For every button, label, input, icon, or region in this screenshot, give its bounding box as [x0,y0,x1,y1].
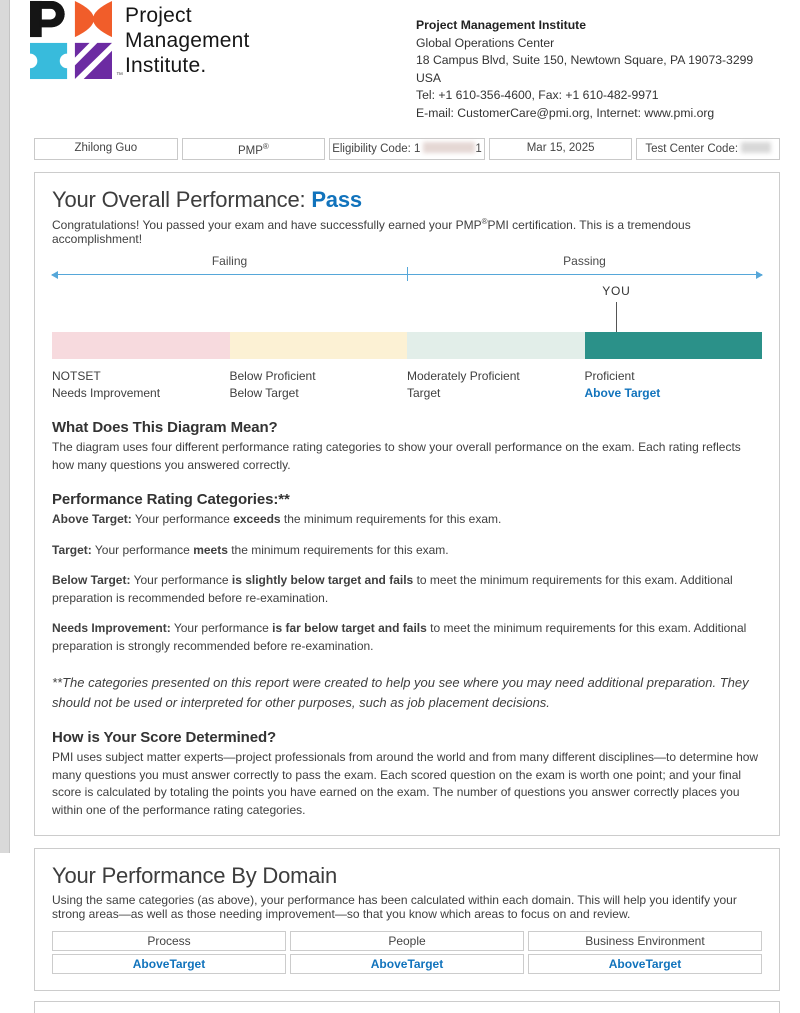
domain-value-cell: AboveTarget [52,954,286,974]
eligibility-suffix: 1 [475,142,482,155]
categories-disclaimer: **The categories presented on this report were created to help you see where you may need additional preparation. They should not be used or interpreted for other purposes, such as job placement decisions. [52,675,749,710]
band-label-line1: Below Proficient [229,369,316,384]
failing-label: Failing [211,254,248,269]
contact-line: Tel: +1 610-356-4600, Fax: +1 610-482-9971 [416,88,659,103]
passing-label: Passing [563,254,606,269]
domain-intro: Using the same categories (as above), your performance has been calculated within each domain. This will help you identify your strong areas—as well as those needing improvement—so that you know which areas to focus on and review. [52,893,737,922]
domain-performance-section [34,848,780,991]
overall-performance-section [34,172,780,836]
contact-line: Global Operations Center [416,35,555,50]
domain-header-cell: Business Environment [528,931,762,951]
credential-name: PMP® [182,138,326,161]
domain-value-cell: AboveTarget [528,954,762,974]
domain-header-row [52,931,762,951]
rating-paragraph: Target: Your performance meets the minimum requirements for this exam. [52,542,449,557]
band-label-line2: Target [407,386,441,401]
eligibility-code [329,138,485,161]
band-label [230,368,408,402]
test-center-code [636,138,780,161]
band-label [407,368,585,402]
domain-heading: Your Performance By Domain [52,863,338,889]
test-center-label: Test Center Code: [645,142,739,155]
band-label [585,368,763,402]
you-label: YOU [602,284,631,299]
logo-cyan-ticket [23,43,75,79]
domain-header-cell: People [290,931,524,951]
contact-block [416,0,772,123]
logo-tm: ™ [116,72,123,79]
report-page [11,0,800,1013]
domain-value-row [52,954,762,974]
rating-categories-heading: Performance Rating Categories:** [52,491,290,509]
performance-band [230,332,408,359]
you-pointer-line [616,302,617,332]
pmi-wordmark [125,0,250,78]
logo-letter-p [30,1,65,37]
band-label-line1: Moderately Proficient [407,369,520,384]
scale-labels [52,254,762,268]
rating-paragraph: Needs Improvement: Your performance is far below target and fails to meet the minimum requirements for this exam. Additional preparation is strongly recommended before re-examination. [52,621,747,653]
rating-paragraph: Below Target: Your performance is slightly below target and fails to meet the minimum requirements for this exam. Additional preparation is recommended before re-examination. [52,573,733,605]
score-determined-body: PMI uses subject matter experts—project professionals from around the world and from many different disciplines—to determine how many questions you must answer correctly to pass the exam. Each scored question on the exam is worth one point; and your final score is calculated by totaling the points you have earned on the exam. The number of questions you answer correctly places you within one of the performance rating categories. [52,750,759,817]
overall-title [52,187,762,213]
performance-band [585,332,763,359]
band-label-line1: Proficient [584,369,635,384]
score-determined-heading: How is Your Score Determined? [52,729,277,747]
wordmark-line: Institute. [125,54,207,77]
wordmark-line: Project [125,4,192,27]
contact-line: E-mail: CustomerCare@pmi.org, Internet: www.pmi.org [416,105,715,120]
congrats-text: Congratulations! You passed your exam and have successfully earned your PMP®PMI certification. This is a tremendous accomplishment! [52,217,691,247]
logo-orange-bowtie [75,1,112,37]
overall-result: Pass [311,187,362,213]
pmi-logo-icon [30,0,112,80]
overall-title-text: Your Overall Performance: [52,187,312,213]
candidate-info-bar [34,138,780,161]
wordmark-line: Management [125,29,250,52]
band-label-line2: Needs Improvement [52,386,161,401]
performance-bands [52,332,762,359]
domain-value-cell: AboveTarget [290,954,524,974]
band-label [52,368,230,402]
you-marker-area [52,275,762,332]
logo-purple-stripes [75,43,112,79]
eligibility-redacted [423,142,475,153]
eligibility-label: Eligibility Code: 1 [332,142,421,155]
performance-band [407,332,585,359]
test-center-redacted [741,142,771,153]
pmi-logo [30,0,250,123]
band-label-line2: Above Target [584,386,661,401]
next-section-stub [34,1001,780,1013]
contact-line: 18 Campus Blvd, Suite 150, Newtown Square, PA 19073-3299 USA [416,53,754,85]
candidate-name: Zhilong Guo [34,138,178,161]
domain-header-cell: Process [52,931,286,951]
rating-paragraph: Above Target: Your performance exceeds the minimum requirements for this exam. [52,512,502,527]
band-label-line2: Below Target [229,386,299,401]
diagram-meaning-body: The diagram uses four different performance rating categories to show your overall performance on the exam. Each rating reflects how many questions you answered correctly. [52,440,741,472]
band-label-line1: NOTSET [52,369,101,384]
page-edge-strip [0,0,10,853]
exam-date: Mar 15, 2025 [489,138,633,161]
band-labels [52,368,762,402]
report-header [11,0,800,123]
performance-band [52,332,230,359]
rating-paragraphs [52,511,762,655]
domain-table [52,931,762,974]
diagram-meaning-heading: What Does This Diagram Mean? [52,419,278,437]
contact-org-name: Project Management Institute [416,18,586,32]
